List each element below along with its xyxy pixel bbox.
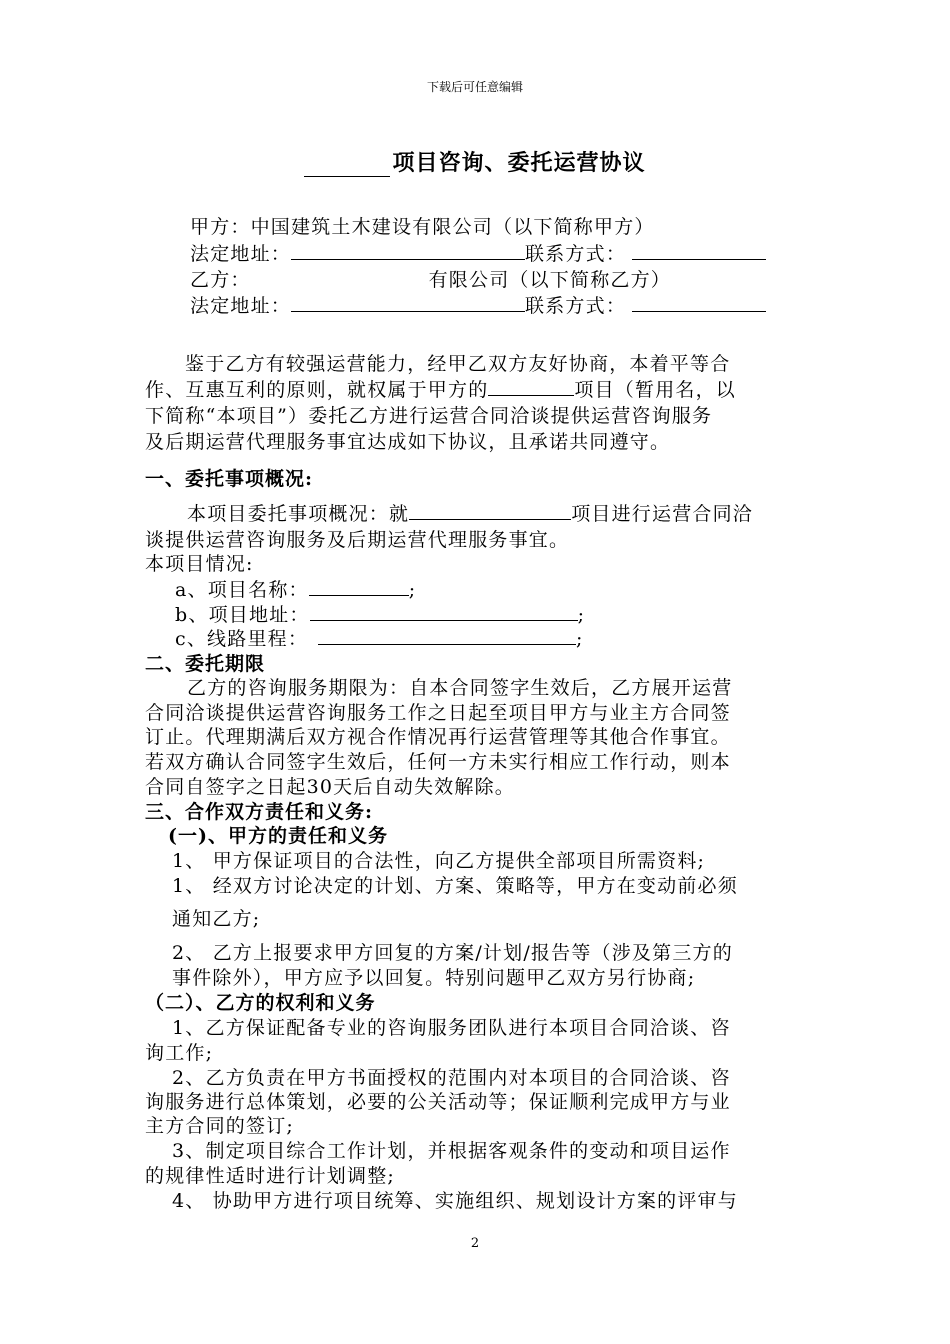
clause-line: 主方合同的签订; [145,1115,295,1137]
intro-text: 项目（暂用名，以 [574,379,737,401]
address-blank [291,291,525,312]
party-b-address-line [190,291,766,318]
route-length-blank [318,624,576,645]
route-length-line [175,624,584,651]
section-line: 乙方的咨询服务期限为：自本合同签字生效后，乙方展开运营 [187,677,733,699]
intro-line [145,375,736,402]
party-a-address-line [190,239,766,266]
section-line: 订止。代理期满后双方视合作情况再行运营管理等其他合作事宜。 [145,726,731,748]
contact-label: 联系方式： [525,295,627,317]
subsection-heading: (一)、甲方的责任和义务 [168,825,388,847]
section-text: 本项目委托事项概况：就 [187,503,410,525]
section-line: 谈提供运营咨询服务及后期运营代理服务事宜。 [145,529,570,551]
project-blank [409,499,571,520]
clause-line: 1、 甲方保证项目的合法性，向乙方提供全部项目所需资料; [172,850,706,872]
contact-blank [632,291,766,312]
clause-line: 1、 经双方讨论决定的计划、方案、策略等，甲方在变动前必须 [172,875,738,897]
section-text: 项目进行运营合同洽 [571,503,754,525]
section-heading: 三、合作双方责任和义务: [145,801,374,823]
semicolon: ; [576,628,584,650]
project-blank [488,375,574,396]
clause-line: 询服务进行总体策划，必要的公关活动等；保证顺利完成甲方与业 [145,1091,731,1113]
clause-line: 1、乙方保证配备专业的咨询服务团队进行本项目合同洽谈、咨 [172,1017,731,1039]
intro-text: 作、互惠互利的原则，就权属于甲方的 [145,379,489,401]
clause-line: 4、 协助甲方进行项目统筹、实施组织、规划设计方案的评审与 [172,1190,738,1212]
clause-line: 3、制定项目综合工作计划，并根据客观条件的变动和项目运作 [172,1140,731,1162]
clause-line: 通知乙方; [172,908,261,930]
project-name-label: a、项目名称： [175,579,309,601]
section-line: 合同洽谈提供运营咨询服务工作之日起至项目甲方与业主方合同签 [145,702,731,724]
contact-blank [632,239,766,260]
clause-line: 2、乙方负责在甲方书面授权的范围内对本项目的合同洽谈、咨 [172,1067,731,1089]
address-blank [291,239,525,260]
section-line [187,499,753,526]
intro-line: 下简称“本项目”）委托乙方进行运营合同洽谈提供运营咨询服务 [145,405,713,427]
title-blank [304,152,390,177]
clause-line: 事件除外），甲方应予以回复。特别问题甲乙双方另行协商; [172,967,696,989]
project-address-line [175,600,585,627]
intro-line: 鉴于乙方有较强运营能力，经甲乙双方友好协商，本着平等合 [185,353,731,375]
contact-label: 联系方式： [525,243,627,265]
project-address-blank [310,600,578,621]
document-title [0,146,950,177]
address-label: 法定地址： [190,243,292,265]
project-name-line [175,575,416,602]
route-length-label: c、线路里程： [175,628,309,650]
clause-line: 询工作; [145,1042,214,1064]
section-heading: 一、委托事项概况: [145,468,314,490]
section-heading: 二、委托期限 [145,653,266,675]
party-b-label: 乙方： [190,269,251,291]
section-line: 若双方确认合同签字生效后，任何一方未实行相应工作行动，则本 [145,751,731,773]
address-label: 法定地址： [190,295,292,317]
page-header: 下载后可任意编辑 [426,80,523,94]
title-text: 项目咨询、委托运营协议 [392,150,646,176]
semicolon: ; [577,604,586,626]
party-b-suffix: 有限公司（以下简称乙方） [428,269,672,291]
project-name-blank [309,575,409,596]
party-a-line: 甲方：中国建筑土木建设有限公司（以下简称甲方） [190,216,655,238]
clause-line: 的规律性适时进行计划调整; [145,1165,396,1187]
project-address-label: b、项目地址： [175,604,310,626]
party-b-line [190,265,671,292]
semicolon: ; [408,579,417,601]
section-line: 本项目情况: [145,553,254,575]
section-line: 合同自签字之日起30天后自动失效解除。 [145,776,515,798]
subsection-heading: （二）、乙方的权利和义务 [145,992,376,1014]
clause-line: 2、 乙方上报要求甲方回复的方案/计划/报告等（涉及第三方的 [172,942,733,964]
page-number: 2 [470,1236,480,1251]
intro-line: 及后期运营代理服务事宜达成如下协议，且承诺共同遵守。 [145,431,671,453]
